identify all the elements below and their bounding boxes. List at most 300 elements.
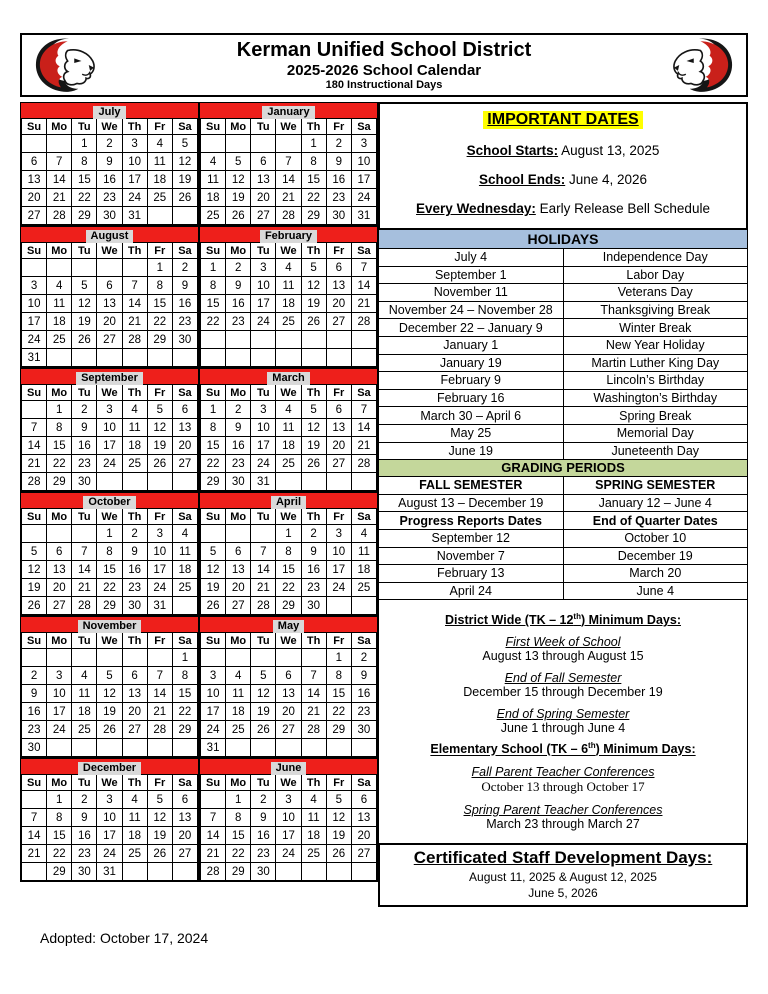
month-grid: [200, 632, 377, 757]
day-august-22: 22: [147, 313, 172, 331]
week-row: [22, 473, 198, 491]
day-july-28: 28: [47, 207, 72, 225]
week-row: [22, 739, 198, 757]
district-title: Kerman Unified School District: [236, 38, 532, 61]
week-row: [201, 189, 377, 207]
week-row: [22, 419, 198, 437]
day-of-week-header: We: [97, 509, 122, 525]
calendar-title: 2025-2026 School Calendar: [286, 61, 482, 79]
day-april-3: 3: [326, 525, 351, 543]
holidays-section: [378, 229, 748, 460]
empty-day-cell: [172, 739, 197, 757]
day-january-29: 29: [301, 207, 326, 225]
day-september-6: 6: [172, 401, 197, 419]
empty-day-cell: [251, 739, 276, 757]
empty-day-cell: [97, 473, 122, 491]
day-december-13: 13: [172, 809, 197, 827]
day-july-9: 9: [97, 153, 122, 171]
end-of-quarter-header: End of Quarter Dates: [563, 512, 747, 530]
holiday-row: [379, 424, 747, 442]
day-october-31: 31: [147, 597, 172, 615]
day-of-week-header: Sa: [351, 119, 376, 135]
day-july-26: 26: [172, 189, 197, 207]
day-of-week-header: Fr: [147, 119, 172, 135]
day-january-1: 1: [301, 135, 326, 153]
day-july-27: 27: [22, 207, 47, 225]
empty-day-cell: [122, 259, 147, 277]
holidays-title: HOLIDAYS: [379, 230, 747, 249]
day-september-28: 28: [22, 473, 47, 491]
day-april-16: 16: [301, 561, 326, 579]
day-of-week-header: Th: [122, 775, 147, 791]
day-march-9: 9: [226, 419, 251, 437]
day-of-week-header: Th: [301, 509, 326, 525]
day-april-10: 10: [326, 543, 351, 561]
empty-day-cell: [22, 525, 47, 543]
day-august-27: 27: [97, 331, 122, 349]
month-september: [20, 368, 199, 492]
day-january-13: 13: [251, 171, 276, 189]
day-may-22: 22: [326, 703, 351, 721]
day-december-4: 4: [122, 791, 147, 809]
empty-day-cell: [97, 739, 122, 757]
day-september-2: 2: [72, 401, 97, 419]
empty-day-cell: [147, 349, 172, 367]
week-row: [22, 455, 198, 473]
day-of-week-header: Sa: [172, 775, 197, 791]
day-february-16: 16: [226, 295, 251, 313]
day-august-8: 8: [147, 277, 172, 295]
day-june-3: 3: [276, 791, 301, 809]
lion-mascot-icon: [30, 36, 104, 94]
day-december-18: 18: [122, 827, 147, 845]
day-july-3: 3: [122, 135, 147, 153]
day-february-22: 22: [201, 313, 226, 331]
day-february-6: 6: [326, 259, 351, 277]
day-august-29: 29: [147, 331, 172, 349]
week-row: [201, 667, 377, 685]
day-may-26: 26: [251, 721, 276, 739]
day-january-30: 30: [326, 207, 351, 225]
day-of-week-header: Su: [201, 243, 226, 259]
week-row: [22, 437, 198, 455]
day-may-1: 1: [326, 649, 351, 667]
staff-development-title: Certificated Staff Development Days:: [413, 847, 713, 867]
day-march-12: 12: [301, 419, 326, 437]
day-october-5: 5: [22, 543, 47, 561]
day-december-2: 2: [72, 791, 97, 809]
day-june-17: 17: [276, 827, 301, 845]
day-march-18: 18: [276, 437, 301, 455]
day-february-10: 10: [251, 277, 276, 295]
day-january-9: 9: [326, 153, 351, 171]
day-january-24: 24: [351, 189, 376, 207]
holidays-table: [379, 249, 747, 459]
day-january-3: 3: [351, 135, 376, 153]
day-of-week-header: Su: [201, 509, 226, 525]
day-april-23: 23: [301, 579, 326, 597]
day-of-week-header: Tu: [251, 385, 276, 401]
month-name: June: [271, 762, 307, 775]
empty-day-cell: [351, 349, 376, 367]
day-march-24: 24: [251, 455, 276, 473]
day-august-14: 14: [122, 295, 147, 313]
day-february-23: 23: [226, 313, 251, 331]
empty-day-cell: [97, 649, 122, 667]
month-grid: [21, 384, 198, 491]
month-name: April: [271, 496, 306, 509]
day-april-29: 29: [276, 597, 301, 615]
empty-day-cell: [122, 863, 147, 881]
end-of-quarter-date: March 20: [563, 565, 747, 583]
week-row: [22, 649, 198, 667]
day-july-22: 22: [72, 189, 97, 207]
week-row: [201, 455, 377, 473]
fall-semester-range: August 13 – December 19: [379, 494, 563, 512]
day-march-29: 29: [201, 473, 226, 491]
month-october: [20, 492, 199, 616]
holiday-date: November 11: [379, 284, 563, 302]
holiday-date: December 22 – January 9: [379, 319, 563, 337]
week-row: [201, 259, 377, 277]
day-march-13: 13: [326, 419, 351, 437]
week-row: [22, 135, 198, 153]
day-february-17: 17: [251, 295, 276, 313]
day-october-8: 8: [97, 543, 122, 561]
day-may-16: 16: [351, 685, 376, 703]
holiday-name: Veterans Day: [563, 284, 747, 302]
day-february-9: 9: [226, 277, 251, 295]
holiday-name: Lincoln’s Birthday: [563, 372, 747, 390]
empty-day-cell: [201, 135, 226, 153]
empty-day-cell: [172, 349, 197, 367]
holiday-name: Memorial Day: [563, 424, 747, 442]
day-november-29: 29: [172, 721, 197, 739]
empty-day-cell: [72, 349, 97, 367]
day-november-18: 18: [72, 703, 97, 721]
month-title-bar: [200, 493, 377, 508]
day-august-7: 7: [122, 277, 147, 295]
day-march-20: 20: [326, 437, 351, 455]
day-august-26: 26: [72, 331, 97, 349]
empty-day-cell: [251, 649, 276, 667]
day-december-26: 26: [147, 845, 172, 863]
day-december-15: 15: [47, 827, 72, 845]
holiday-row: [379, 284, 747, 302]
day-of-week-header: Th: [301, 243, 326, 259]
day-march-3: 3: [251, 401, 276, 419]
day-january-23: 23: [326, 189, 351, 207]
day-june-28: 28: [201, 863, 226, 881]
day-november-30: 30: [22, 739, 47, 757]
day-june-16: 16: [251, 827, 276, 845]
week-row: [22, 845, 198, 863]
holiday-name: Juneteenth Day: [563, 442, 747, 459]
day-august-30: 30: [172, 331, 197, 349]
day-august-16: 16: [172, 295, 197, 313]
day-april-30: 30: [301, 597, 326, 615]
day-september-18: 18: [122, 437, 147, 455]
holiday-name: Winter Break: [563, 319, 747, 337]
holiday-row: [379, 266, 747, 284]
day-december-27: 27: [172, 845, 197, 863]
day-december-12: 12: [147, 809, 172, 827]
day-april-24: 24: [326, 579, 351, 597]
day-january-22: 22: [301, 189, 326, 207]
day-of-week-header: Su: [201, 633, 226, 649]
semester-range-row: [379, 494, 747, 512]
day-october-28: 28: [72, 597, 97, 615]
day-october-21: 21: [72, 579, 97, 597]
empty-day-cell: [172, 473, 197, 491]
empty-day-cell: [276, 649, 301, 667]
empty-day-cell: [201, 331, 226, 349]
end-fall-dates: December 15 through December 19: [463, 685, 663, 700]
empty-day-cell: [351, 739, 376, 757]
day-of-week-header: Su: [201, 119, 226, 135]
day-january-28: 28: [276, 207, 301, 225]
day-april-19: 19: [201, 579, 226, 597]
day-november-25: 25: [72, 721, 97, 739]
day-january-15: 15: [301, 171, 326, 189]
day-may-31: 31: [201, 739, 226, 757]
day-february-24: 24: [251, 313, 276, 331]
day-february-2: 2: [226, 259, 251, 277]
day-january-26: 26: [226, 207, 251, 225]
day-june-22: 22: [226, 845, 251, 863]
week-row: [201, 739, 377, 757]
day-october-2: 2: [122, 525, 147, 543]
grading-table: [379, 477, 747, 599]
day-april-8: 8: [276, 543, 301, 561]
month-grid: [200, 118, 377, 225]
week-row: [201, 277, 377, 295]
day-december-24: 24: [97, 845, 122, 863]
week-row: [201, 809, 377, 827]
school-ends-date: June 4, 2026: [568, 172, 648, 187]
week-row: [201, 525, 377, 543]
empty-day-cell: [72, 739, 97, 757]
important-date-line: [380, 172, 746, 187]
day-december-23: 23: [72, 845, 97, 863]
day-of-week-header: Mo: [226, 385, 251, 401]
day-may-23: 23: [351, 703, 376, 721]
day-june-7: 7: [201, 809, 226, 827]
day-february-15: 15: [201, 295, 226, 313]
month-name: March: [267, 372, 309, 385]
every-wednesday-text: Early Release Bell Schedule: [539, 201, 710, 216]
day-june-25: 25: [301, 845, 326, 863]
holiday-row: [379, 319, 747, 337]
day-may-29: 29: [326, 721, 351, 739]
every-wednesday-label: Every Wednesday:: [416, 201, 536, 216]
day-october-12: 12: [22, 561, 47, 579]
day-november-11: 11: [72, 685, 97, 703]
day-october-24: 24: [147, 579, 172, 597]
week-row: [201, 721, 377, 739]
day-june-15: 15: [226, 827, 251, 845]
day-october-7: 7: [72, 543, 97, 561]
week-row: [22, 313, 198, 331]
month-title-bar: [200, 369, 377, 384]
day-june-21: 21: [201, 845, 226, 863]
empty-day-cell: [22, 791, 47, 809]
day-may-30: 30: [351, 721, 376, 739]
day-november-9: 9: [22, 685, 47, 703]
day-march-10: 10: [251, 419, 276, 437]
day-august-23: 23: [172, 313, 197, 331]
day-march-26: 26: [301, 455, 326, 473]
month-name: July: [93, 106, 125, 119]
empty-day-cell: [301, 863, 326, 881]
day-of-week-header: We: [97, 775, 122, 791]
day-january-19: 19: [226, 189, 251, 207]
day-april-18: 18: [351, 561, 376, 579]
day-november-8: 8: [172, 667, 197, 685]
empty-day-cell: [97, 349, 122, 367]
empty-day-cell: [326, 473, 351, 491]
day-october-20: 20: [47, 579, 72, 597]
day-september-4: 4: [122, 401, 147, 419]
day-april-12: 12: [201, 561, 226, 579]
day-december-25: 25: [122, 845, 147, 863]
day-may-28: 28: [301, 721, 326, 739]
empty-day-cell: [326, 331, 351, 349]
holiday-row: [379, 389, 747, 407]
empty-day-cell: [22, 259, 47, 277]
day-of-week-header: Th: [122, 119, 147, 135]
holiday-name: Spring Break: [563, 407, 747, 425]
day-september-7: 7: [22, 419, 47, 437]
month-grid: [200, 508, 377, 615]
week-row: [201, 597, 377, 615]
header: [20, 33, 748, 97]
day-of-week-header: Fr: [147, 243, 172, 259]
fall-conferences-label: Fall Parent Teacher Conferences: [471, 764, 655, 779]
holiday-row: [379, 336, 747, 354]
day-november-2: 2: [22, 667, 47, 685]
grading-periods-section: [378, 459, 748, 600]
grading-dates-row: [379, 547, 747, 565]
day-january-7: 7: [276, 153, 301, 171]
day-of-week-header: Mo: [47, 775, 72, 791]
day-of-week-header: Fr: [326, 509, 351, 525]
day-december-21: 21: [22, 845, 47, 863]
day-november-20: 20: [122, 703, 147, 721]
day-september-21: 21: [22, 455, 47, 473]
day-october-26: 26: [22, 597, 47, 615]
week-row: [201, 845, 377, 863]
end-fall-label: End of Fall Semester: [504, 671, 622, 686]
month-title-bar: [21, 227, 198, 242]
first-week-label: First Week of School: [505, 635, 621, 650]
day-october-6: 6: [47, 543, 72, 561]
month-grid: [21, 242, 198, 367]
progress-reports-header: Progress Reports Dates: [379, 512, 563, 530]
month-title-bar: [200, 227, 377, 242]
empty-day-cell: [226, 739, 251, 757]
day-april-15: 15: [276, 561, 301, 579]
day-december-6: 6: [172, 791, 197, 809]
week-row: [22, 827, 198, 845]
day-october-22: 22: [97, 579, 122, 597]
holiday-date: July 4: [379, 249, 563, 266]
day-of-week-header: Su: [22, 775, 47, 791]
day-november-5: 5: [97, 667, 122, 685]
empty-day-cell: [276, 473, 301, 491]
day-march-4: 4: [276, 401, 301, 419]
day-august-4: 4: [47, 277, 72, 295]
day-may-17: 17: [201, 703, 226, 721]
day-june-8: 8: [226, 809, 251, 827]
empty-day-cell: [47, 349, 72, 367]
holiday-date: February 16: [379, 389, 563, 407]
staff-development-dates-1: August 11, 2025 & August 12, 2025: [469, 869, 657, 884]
empty-day-cell: [276, 349, 301, 367]
day-january-21: 21: [276, 189, 301, 207]
empty-day-cell: [97, 259, 122, 277]
end-spring-dates: June 1 through June 4: [500, 721, 626, 736]
day-of-week-header: Sa: [172, 633, 197, 649]
empty-day-cell: [226, 349, 251, 367]
day-of-week-header: Fr: [326, 243, 351, 259]
day-august-15: 15: [147, 295, 172, 313]
empty-day-cell: [226, 331, 251, 349]
day-april-26: 26: [201, 597, 226, 615]
month-name: October: [83, 496, 135, 509]
day-january-17: 17: [351, 171, 376, 189]
day-of-week-header: Fr: [326, 633, 351, 649]
fall-conferences-dates: October 13 through October 17: [481, 778, 645, 794]
day-october-29: 29: [97, 597, 122, 615]
day-of-week-header: Tu: [251, 243, 276, 259]
day-september-13: 13: [172, 419, 197, 437]
fall-semester-header: FALL SEMESTER: [379, 477, 563, 494]
day-may-10: 10: [201, 685, 226, 703]
day-september-10: 10: [97, 419, 122, 437]
week-row: [22, 667, 198, 685]
staff-development-section: [378, 843, 748, 907]
day-of-week-header: Th: [301, 775, 326, 791]
empty-day-cell: [326, 863, 351, 881]
day-august-20: 20: [97, 313, 122, 331]
week-row: [22, 809, 198, 827]
day-november-26: 26: [97, 721, 122, 739]
day-october-4: 4: [172, 525, 197, 543]
day-of-week-header: Su: [22, 509, 47, 525]
holiday-name: Labor Day: [563, 266, 747, 284]
day-november-12: 12: [97, 685, 122, 703]
month-grid: [21, 632, 198, 757]
important-date-line: [380, 143, 746, 158]
lion-mascot-logo-right: [662, 36, 740, 94]
day-september-16: 16: [72, 437, 97, 455]
week-row: [22, 277, 198, 295]
empty-day-cell: [226, 649, 251, 667]
day-march-5: 5: [301, 401, 326, 419]
week-row: [201, 135, 377, 153]
day-may-5: 5: [251, 667, 276, 685]
day-september-8: 8: [47, 419, 72, 437]
day-july-24: 24: [122, 189, 147, 207]
month-january: [199, 102, 378, 226]
empty-day-cell: [122, 473, 147, 491]
day-august-31: 31: [22, 349, 47, 367]
day-april-25: 25: [351, 579, 376, 597]
day-november-27: 27: [122, 721, 147, 739]
month-grid: [21, 774, 198, 881]
empty-day-cell: [172, 863, 197, 881]
